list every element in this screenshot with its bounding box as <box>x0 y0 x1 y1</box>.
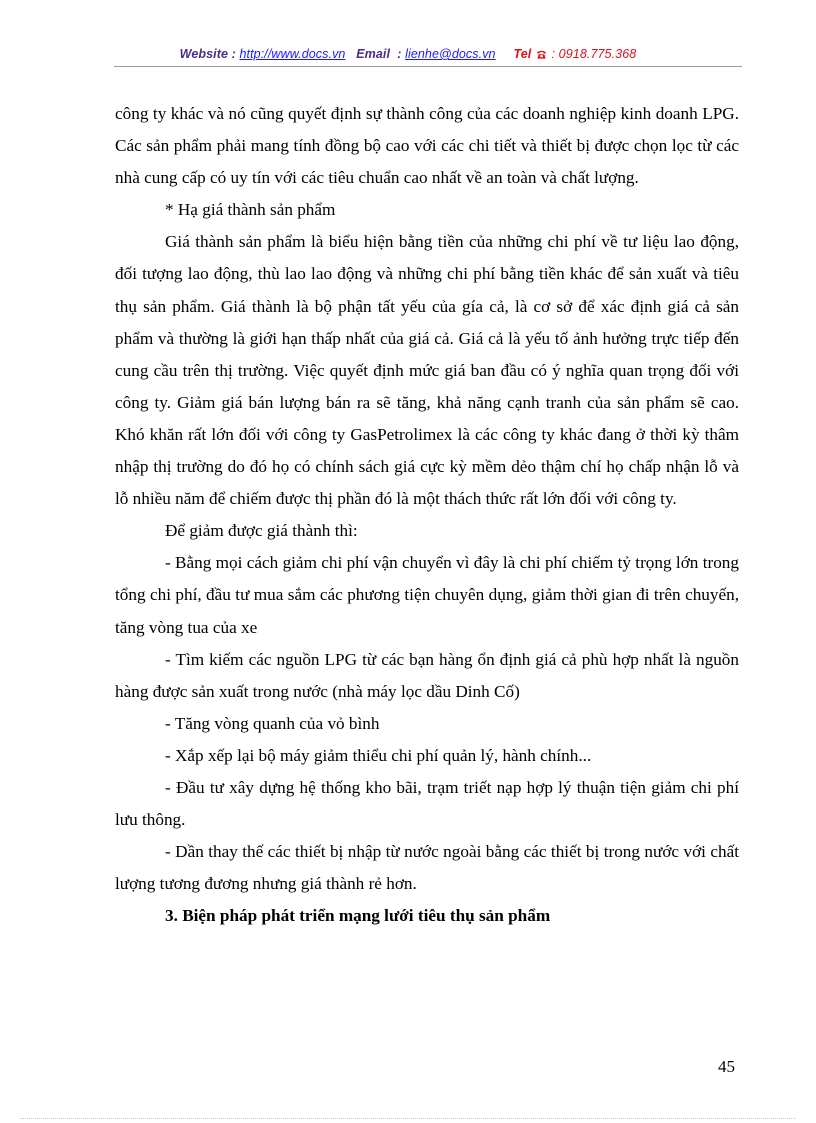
email-separator: : <box>393 47 406 61</box>
footer-divider <box>20 1118 796 1119</box>
paragraph-continuation: công ty khác và nó cũng quyết định sự thành công của các doanh nghiệp kinh doanh LPG. Các sản phẩm phải mang tính đồng bộ cao với các chi tiết và thiết bị được chọn lọc từ các nhà cung cấp có uy tín với các tiêu chuẩn cao nhất về an toàn và chất lượng. <box>115 104 739 188</box>
list-item-management: - Xắp xếp lại bộ máy giảm thiểu chi phí quản lý, hành chính... <box>165 745 592 765</box>
subheading-price-reduction: * Hạ giá thành sản phẩm <box>165 200 336 220</box>
document-body <box>115 98 739 932</box>
list-item-transport: - Bằng mọi cách giảm chi phí vận chuyển vì đây là chi phí chiếm tỷ trọng lớn trong tổng chi phí, đầu tư mua sắm các phương tiện chuyên dụng, giảm thời gian đi trên chuyến, tăng vòng tua của xe <box>115 553 739 637</box>
website-link[interactable]: http://www.docs.vn <box>239 47 346 61</box>
header-divider <box>114 66 742 67</box>
website-separator: : <box>228 47 240 61</box>
list-item-equipment: - Dần thay thế các thiết bị nhập từ nước ngoài bằng các thiết bị trong nước với chất lượng tương đương nhưng giá thành rẻ hơn. <box>115 842 739 894</box>
email-label: Email <box>356 47 391 61</box>
list-item-cylinder: - Tăng vòng quanh của vỏ bình <box>165 713 380 733</box>
page-number: 45 <box>718 1057 735 1076</box>
page-header <box>0 47 816 61</box>
paragraph-cost-definition: Giá thành sản phẩm là biểu hiện bằng tiền của những chi phí về tư liệu lao động, đối tượng lao động, thù lao lao động và những chi phí bằng tiền khác để sản xuất và tiêu thụ sản phẩm. Giá thành là bộ phận tất yếu của gía cả, là cơ sở để xác định giá cả sản phẩm và thường là giới hạn thấp nhất của giá cả. Giá cả là yếu tố ảnh hưởng trực tiếp đến cung cầu trên thị trường. Việc quyết định mức giá ban đầu có ý nghĩa quan trọng đối với công ty. Giảm giá bán lượng bán ra sẽ tăng, khả năng cạnh tranh của sản phẩm sẽ cao. Khó khăn rất lớn đối với công ty GasPetrolimex là các công ty khác đang ở thời kỳ thâm nhập thị trường do đó họ có chính sách giá cực kỳ mềm dẻo thậm chí họ chấp nhận lỗ và lỗ nhiều năm để chiếm được thị phần đó là một thách thức rất lớn đối với công ty. <box>115 232 739 509</box>
phone-icon <box>536 50 547 59</box>
email-link[interactable]: lienhe@docs.vn <box>405 47 496 61</box>
paragraph-lead-in: Để giảm được giá thành thì: <box>165 521 358 541</box>
section-heading: 3. Biện pháp phát triển mạng lưới tiêu thụ sản phẩm <box>165 906 551 926</box>
list-item-sources: - Tìm kiếm các nguồn LPG từ các bạn hàng ổn định giá cả phù hợp nhất là nguồn hàng được sản xuất trong nước (nhà máy lọc dầu Dinh Cố) <box>115 649 739 701</box>
website-label: Website <box>179 47 229 61</box>
phone-number: : 0918.775.368 <box>551 47 637 61</box>
list-item-warehouse: - Đầu tư xây dựng hệ thống kho bãi, trạm triết nạp hợp lý thuận tiện giảm chi phí lưu thông. <box>115 777 739 830</box>
tel-label: Tel <box>513 47 532 61</box>
